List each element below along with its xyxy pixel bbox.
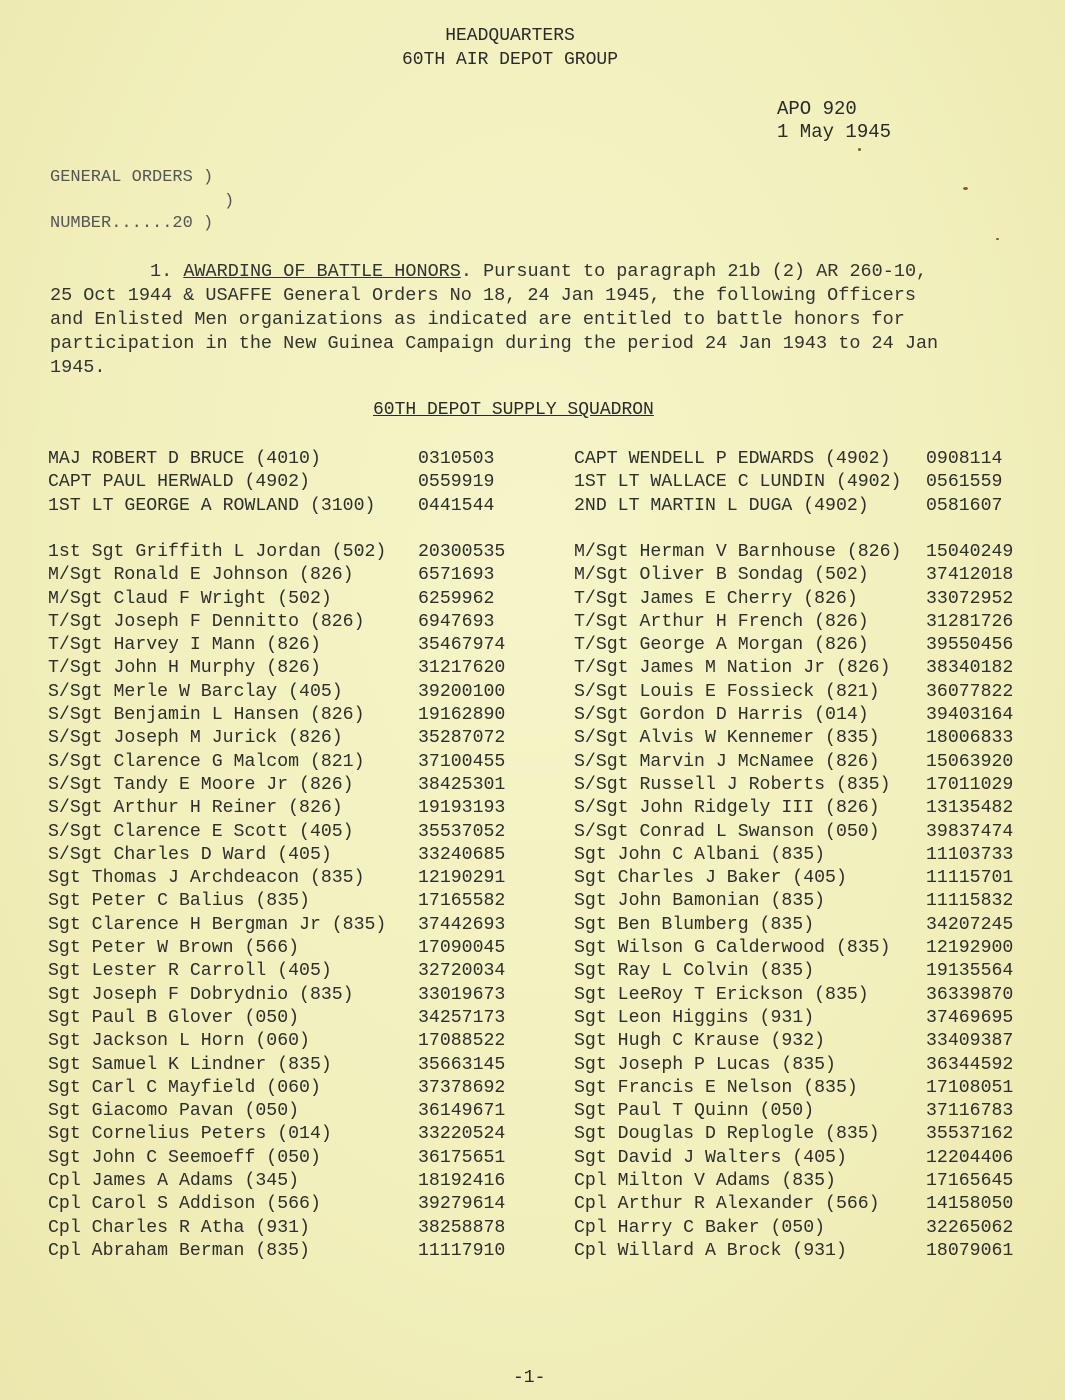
- column-gap: [528, 1077, 574, 1100]
- right-name: S/Sgt Russell J Roberts (835): [574, 774, 891, 795]
- column-gap: [528, 1170, 574, 1193]
- left-name: T/Sgt Harvey I Mann (826): [48, 635, 321, 656]
- right-name: Sgt John C Albani (835): [574, 844, 826, 865]
- right-name: S/Sgt Marvin J McNamee (826): [574, 751, 880, 772]
- right-serial-number: 33409387: [926, 1031, 1014, 1052]
- right-serial-number: 12204406: [926, 1147, 1014, 1168]
- column-gap: [528, 541, 574, 564]
- roster-row: [48, 495, 1026, 518]
- roster-row: [48, 960, 1026, 983]
- left-serial-number: 6947693: [418, 611, 495, 632]
- column-gap: [528, 844, 574, 867]
- left-name: Sgt John C Seemoeff (050): [48, 1147, 321, 1168]
- right-serial-number: 37412018: [926, 565, 1014, 586]
- right-serial-number: 39837474: [926, 821, 1014, 842]
- roster-row: [48, 751, 1026, 774]
- left-name: Sgt Peter C Balius (835): [48, 891, 310, 912]
- roster-row: [48, 821, 1026, 844]
- right-name: S/Sgt Louis E Fossieck (821): [574, 681, 880, 702]
- general-orders-bracket: ): [224, 192, 235, 211]
- roster-row: [48, 797, 1026, 820]
- column-gap: [528, 657, 574, 680]
- column-gap: [528, 1030, 574, 1053]
- enlisted-table: [48, 541, 1026, 1263]
- column-gap: [528, 774, 574, 797]
- right-name: Sgt Hugh C Krause (932): [574, 1031, 826, 1052]
- roster-row: [48, 937, 1026, 960]
- roster-row: [48, 1193, 1026, 1216]
- column-gap: [528, 1217, 574, 1240]
- left-serial-number: 39200100: [418, 681, 506, 702]
- right-serial-number: 37469695: [926, 1007, 1014, 1028]
- left-serial-number: 6259962: [418, 588, 495, 609]
- column-gap: [528, 588, 574, 611]
- right-serial-number: 33072952: [926, 588, 1014, 609]
- paragraph-heading: AWARDING OF BATTLE HONORS: [183, 261, 461, 282]
- right-name: T/Sgt James M Nation Jr (826): [574, 658, 891, 679]
- right-serial-number: 31281726: [926, 611, 1014, 632]
- right-serial-number: 11115832: [926, 891, 1014, 912]
- left-name: 1st Sgt Griffith L Jordan (502): [48, 542, 387, 562]
- right-name: M/Sgt Herman V Barnhouse (826): [574, 542, 902, 562]
- roster-row: [48, 774, 1026, 797]
- left-serial-number: 12190291: [418, 868, 506, 889]
- right-name: Sgt Ray L Colvin (835): [574, 961, 815, 982]
- column-gap: [528, 495, 574, 518]
- roster-row: [48, 867, 1026, 890]
- paragraph-number: 1.: [150, 261, 173, 282]
- left-serial-number: 38425301: [418, 774, 506, 795]
- left-serial-number: 17088522: [418, 1031, 506, 1052]
- column-gap: [528, 564, 574, 587]
- right-name: Cpl Harry C Baker (050): [574, 1217, 826, 1238]
- right-name: Cpl Milton V Adams (835): [574, 1171, 836, 1192]
- column-gap: [528, 797, 574, 820]
- column-gap: [528, 704, 574, 727]
- left-name: Sgt Giacomo Pavan (050): [48, 1101, 300, 1122]
- right-serial-number: 0581607: [926, 495, 1003, 516]
- right-name: S/Sgt Alvis W Kennemer (835): [574, 728, 880, 749]
- left-serial-number: 37100455: [418, 751, 506, 772]
- general-orders-label: GENERAL ORDERS ): [50, 168, 214, 187]
- roster-row: [48, 1240, 1026, 1263]
- right-serial-number: 37116783: [926, 1101, 1014, 1122]
- roster-row: [48, 844, 1026, 867]
- left-serial-number: 0559919: [418, 472, 495, 493]
- right-name: Cpl Arthur R Alexander (566): [574, 1194, 880, 1215]
- left-name: T/Sgt Joseph F Dennitto (826): [48, 611, 365, 632]
- left-serial-number: 35663145: [418, 1054, 506, 1075]
- right-serial-number: 17108051: [926, 1077, 1014, 1098]
- right-name: S/Sgt John Ridgely III (826): [574, 798, 880, 819]
- roster-row: [48, 1170, 1026, 1193]
- right-name: Sgt Ben Blumberg (835): [574, 914, 815, 935]
- roster-row: [48, 1030, 1026, 1053]
- left-name: MAJ ROBERT D BRUCE (4010): [48, 449, 321, 469]
- left-serial-number: 18192416: [418, 1171, 506, 1192]
- left-name: Sgt Paul B Glover (050): [48, 1007, 300, 1028]
- column-gap: [528, 867, 574, 890]
- left-serial-number: 6571693: [418, 565, 495, 586]
- officers-table: [48, 448, 1026, 518]
- column-gap: [528, 890, 574, 913]
- right-serial-number: 35537162: [926, 1124, 1014, 1145]
- left-serial-number: 35287072: [418, 728, 506, 749]
- roster-row: [48, 448, 1026, 471]
- right-name: 2ND LT MARTIN L DUGA (4902): [574, 495, 869, 516]
- paragraph-text: . Pursuant to paragraph 21b (2) AR 260-10, 25 Oct 1944 & USAFFE General Orders No 18, 24 Jan 1945, the following Officers and Enlisted Men organizations as indicated are entitled to battle honors for participation in the New Guinea Campaign during the period 24 Jan 1943 to 24 Jan 1945.: [50, 261, 939, 378]
- left-serial-number: 33220524: [418, 1124, 506, 1145]
- roster-row: [48, 1077, 1026, 1100]
- left-name: Cpl James A Adams (345): [48, 1171, 300, 1192]
- left-name: T/Sgt John H Murphy (826): [48, 658, 321, 679]
- left-name: Cpl Abraham Berman (835): [48, 1240, 310, 1261]
- column-gap: [528, 1100, 574, 1123]
- left-serial-number: 34257173: [418, 1007, 506, 1028]
- column-gap: [528, 1123, 574, 1146]
- right-name: Sgt David J Walters (405): [574, 1147, 847, 1168]
- left-name: Sgt Joseph F Dobrydnio (835): [48, 984, 354, 1005]
- left-name: 1ST LT GEORGE A ROWLAND (3100): [48, 495, 376, 516]
- right-serial-number: 36344592: [926, 1054, 1014, 1075]
- left-serial-number: 11117910: [418, 1240, 506, 1261]
- right-name: Sgt John Bamonian (835): [574, 891, 826, 912]
- left-name: S/Sgt Clarence E Scott (405): [48, 821, 354, 842]
- header-line-2: 60TH AIR DEPOT GROUP: [401, 50, 619, 70]
- order-paragraph: [50, 260, 955, 380]
- paper-speck: [858, 148, 861, 151]
- left-serial-number: 37378692: [418, 1077, 506, 1098]
- left-name: S/Sgt Clarence G Malcom (821): [48, 751, 365, 772]
- left-serial-number: 33019673: [418, 984, 506, 1005]
- left-serial-number: 39279614: [418, 1194, 506, 1215]
- roster-row: [48, 1123, 1026, 1146]
- right-name: Sgt Douglas D Replogle (835): [574, 1124, 880, 1145]
- column-gap: [528, 1193, 574, 1216]
- paper-speck: [996, 238, 999, 240]
- left-name: S/Sgt Merle W Barclay (405): [48, 681, 343, 702]
- column-gap: [528, 914, 574, 937]
- column-gap: [528, 1147, 574, 1170]
- right-name: Sgt Charles J Baker (405): [574, 868, 847, 889]
- left-serial-number: 17090045: [418, 938, 506, 959]
- right-serial-number: 12192900: [926, 938, 1014, 959]
- roster-row: [48, 588, 1026, 611]
- right-serial-number: 18006833: [926, 728, 1014, 749]
- roster-row: [48, 471, 1026, 494]
- left-serial-number: 0441544: [418, 495, 495, 516]
- roster-row: [48, 681, 1026, 704]
- left-name: CAPT PAUL HERWALD (4902): [48, 472, 310, 493]
- roster-row: [48, 914, 1026, 937]
- right-serial-number: 36339870: [926, 984, 1014, 1005]
- roster-row: [48, 890, 1026, 913]
- left-name: Cpl Carol S Addison (566): [48, 1194, 321, 1215]
- right-serial-number: 15063920: [926, 751, 1014, 772]
- left-serial-number: 38258878: [418, 1217, 506, 1238]
- left-serial-number: 17165582: [418, 891, 506, 912]
- left-name: Sgt Clarence H Bergman Jr (835): [48, 914, 387, 935]
- roster-row: [48, 1007, 1026, 1030]
- right-name: Sgt Paul T Quinn (050): [574, 1101, 815, 1122]
- right-name: Sgt LeeRoy T Erickson (835): [574, 984, 869, 1005]
- right-serial-number: 19135564: [926, 961, 1014, 982]
- right-serial-number: 0561559: [926, 472, 1003, 493]
- right-name: Cpl Willard A Brock (931): [574, 1240, 847, 1261]
- roster-row: [48, 657, 1026, 680]
- column-gap: [528, 611, 574, 634]
- right-name: Sgt Wilson G Calderwood (835): [574, 938, 891, 959]
- general-orders-number: NUMBER......20 ): [50, 214, 214, 233]
- right-name: CAPT WENDELL P EDWARDS (4902): [574, 449, 891, 469]
- right-serial-number: 18079061: [926, 1240, 1014, 1261]
- column-gap: [528, 634, 574, 657]
- column-gap: [528, 1054, 574, 1077]
- header-line-1: HEADQUARTERS: [445, 26, 575, 46]
- roster-row: [48, 1217, 1026, 1240]
- right-serial-number: 13135482: [926, 798, 1014, 819]
- left-serial-number: 36149671: [418, 1101, 506, 1122]
- roster-row: [48, 1054, 1026, 1077]
- right-serial-number: 14158050: [926, 1194, 1014, 1215]
- left-serial-number: 32720034: [418, 961, 506, 982]
- column-gap: [528, 937, 574, 960]
- column-gap: [528, 1007, 574, 1030]
- roster-row: [48, 984, 1026, 1007]
- right-serial-number: 39403164: [926, 705, 1014, 726]
- roster-row: [48, 1147, 1026, 1170]
- column-gap: [528, 751, 574, 774]
- right-serial-number: 11115701: [926, 868, 1014, 889]
- right-serial-number: 38340182: [926, 658, 1014, 679]
- left-serial-number: 36175651: [418, 1147, 506, 1168]
- squadron-title: 60TH DEPOT SUPPLY SQUADRON: [373, 400, 654, 420]
- left-serial-number: 35467974: [418, 635, 506, 656]
- paper-speck: [963, 187, 968, 190]
- left-serial-number: 31217620: [418, 658, 506, 679]
- right-serial-number: 34207245: [926, 914, 1014, 935]
- right-name: Sgt Joseph P Lucas (835): [574, 1054, 836, 1075]
- right-name: Sgt Francis E Nelson (835): [574, 1077, 858, 1098]
- left-serial-number: 33240685: [418, 844, 506, 865]
- right-serial-number: 17165645: [926, 1171, 1014, 1192]
- order-date: 1 May 1945: [777, 121, 892, 143]
- left-name: Sgt Peter W Brown (566): [48, 938, 300, 959]
- left-name: Cpl Charles R Atha (931): [48, 1217, 310, 1238]
- column-gap: [528, 448, 574, 471]
- left-name: Sgt Carl C Mayfield (060): [48, 1077, 321, 1098]
- left-serial-number: 37442693: [418, 914, 506, 935]
- left-name: Sgt Thomas J Archdeacon (835): [48, 868, 365, 889]
- column-gap: [528, 821, 574, 844]
- roster-row: [48, 611, 1026, 634]
- roster-row: [48, 727, 1026, 750]
- left-name: M/Sgt Claud F Wright (502): [48, 588, 332, 609]
- right-name: Sgt Leon Higgins (931): [574, 1007, 815, 1028]
- left-name: Sgt Cornelius Peters (014): [48, 1124, 332, 1145]
- left-name: S/Sgt Joseph M Jurick (826): [48, 728, 343, 749]
- right-name: S/Sgt Gordon D Harris (014): [574, 705, 869, 726]
- page-number: -1-: [513, 1368, 546, 1388]
- right-serial-number: 11103733: [926, 844, 1014, 865]
- right-name: T/Sgt James E Cherry (826): [574, 588, 858, 609]
- apo-number: APO 920: [777, 98, 857, 120]
- right-serial-number: 15040249: [926, 542, 1014, 562]
- column-gap: [528, 960, 574, 983]
- column-gap: [528, 727, 574, 750]
- left-name: Sgt Jackson L Horn (060): [48, 1031, 310, 1052]
- column-gap: [528, 984, 574, 1007]
- right-serial-number: 0908114: [926, 449, 1003, 469]
- left-name: Sgt Lester R Carroll (405): [48, 961, 332, 982]
- right-serial-number: 32265062: [926, 1217, 1014, 1238]
- roster-row: [48, 541, 1026, 564]
- left-name: S/Sgt Charles D Ward (405): [48, 844, 332, 865]
- left-name: S/Sgt Tandy E Moore Jr (826): [48, 774, 354, 795]
- left-name: S/Sgt Benjamin L Hansen (826): [48, 705, 365, 726]
- right-name: S/Sgt Conrad L Swanson (050): [574, 821, 880, 842]
- roster-row: [48, 704, 1026, 727]
- right-name: T/Sgt Arthur H French (826): [574, 611, 869, 632]
- left-serial-number: 20300535: [418, 542, 506, 562]
- column-gap: [528, 471, 574, 494]
- right-serial-number: 17011029: [926, 774, 1014, 795]
- right-serial-number: 36077822: [926, 681, 1014, 702]
- left-serial-number: 19193193: [418, 798, 506, 819]
- roster-row: [48, 634, 1026, 657]
- column-gap: [528, 1240, 574, 1263]
- column-gap: [528, 681, 574, 704]
- left-serial-number: 0310503: [418, 449, 495, 469]
- left-serial-number: 35537052: [418, 821, 506, 842]
- left-name: S/Sgt Arthur H Reiner (826): [48, 798, 343, 819]
- left-name: M/Sgt Ronald E Johnson (826): [48, 565, 354, 586]
- left-serial-number: 19162890: [418, 705, 506, 726]
- right-name: T/Sgt George A Morgan (826): [574, 635, 869, 656]
- roster-row: [48, 1100, 1026, 1123]
- right-name: M/Sgt Oliver B Sondag (502): [574, 565, 869, 586]
- roster-row: [48, 564, 1026, 587]
- left-name: Sgt Samuel K Lindner (835): [48, 1054, 332, 1075]
- right-serial-number: 39550456: [926, 635, 1014, 656]
- right-name: 1ST LT WALLACE C LUNDIN (4902): [574, 472, 902, 493]
